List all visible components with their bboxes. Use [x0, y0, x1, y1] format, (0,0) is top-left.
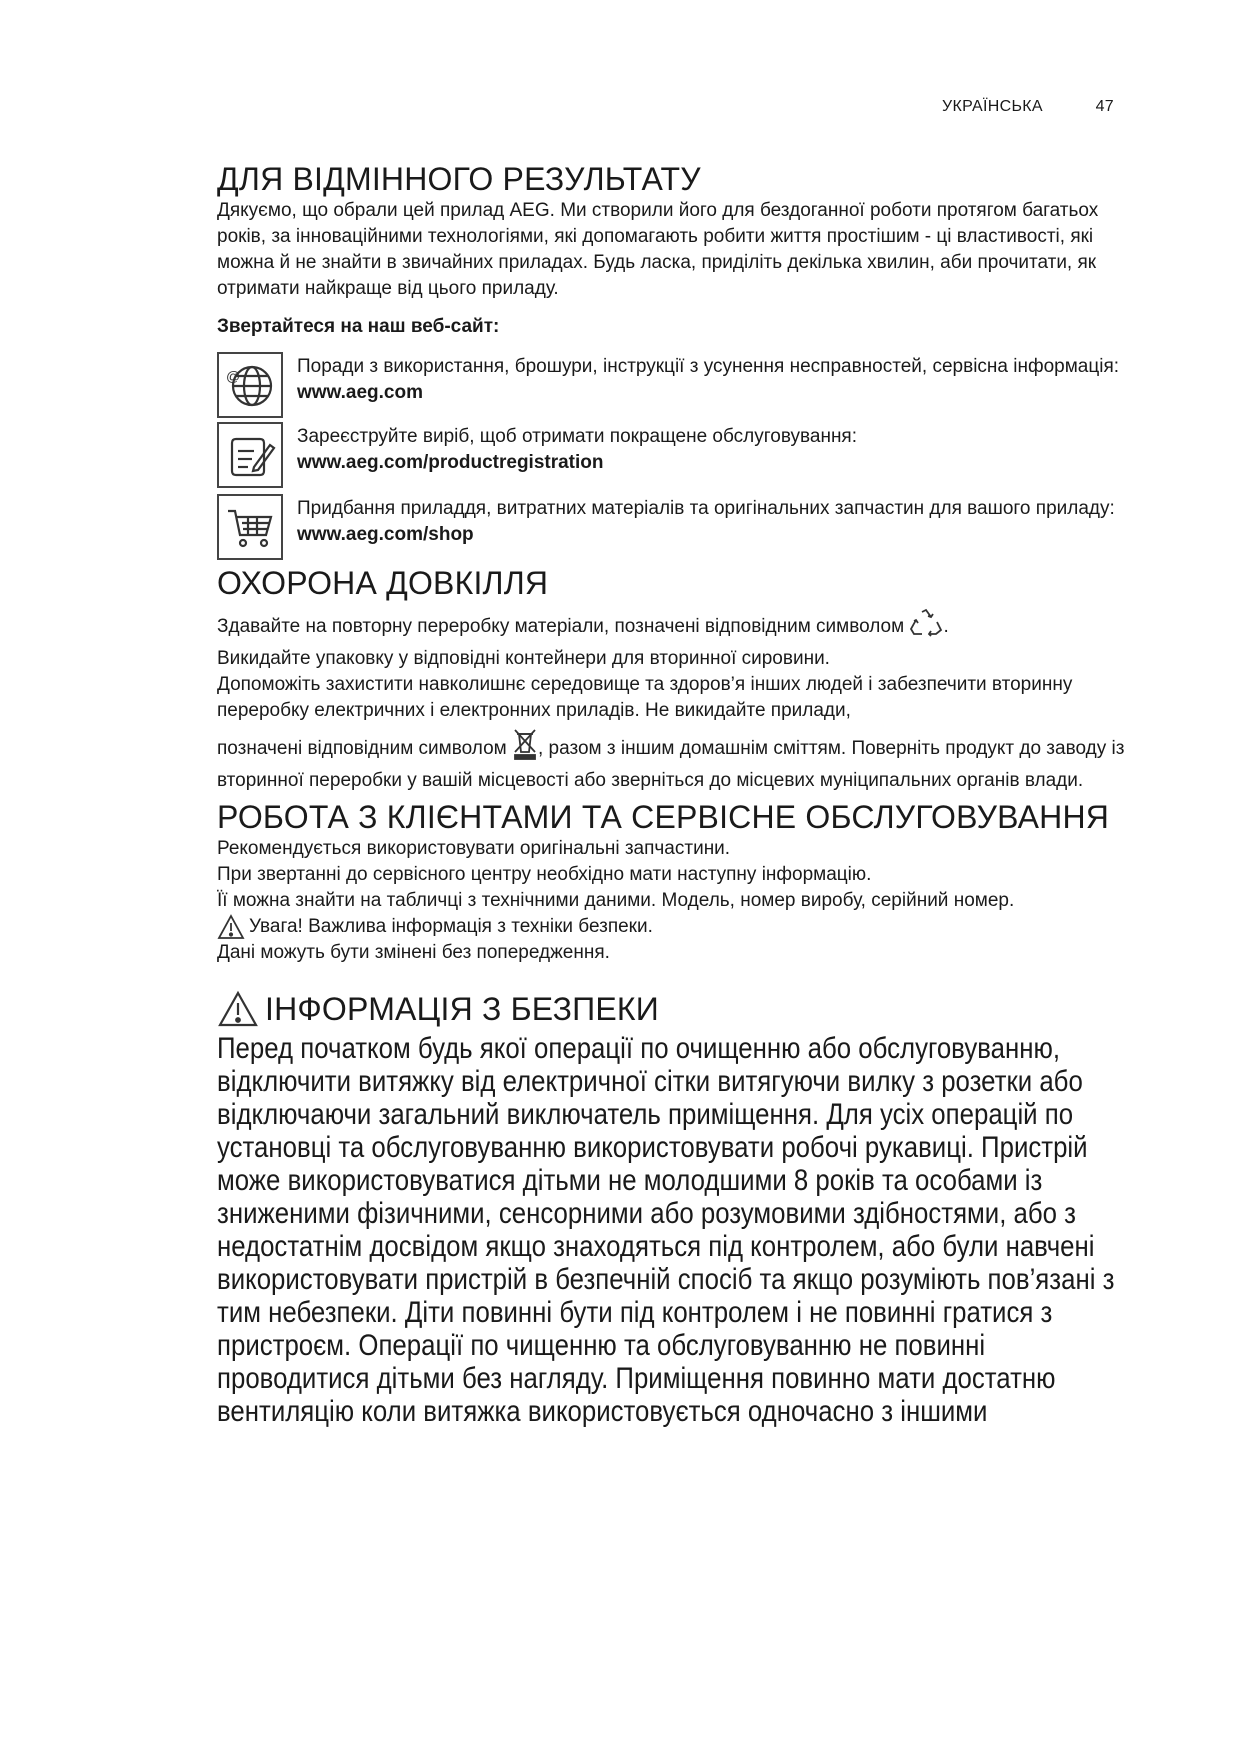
recycle-icon	[909, 608, 943, 646]
language-label: УКРАЇНСЬКА	[942, 98, 1043, 115]
page-header	[942, 98, 1114, 116]
environment-text-packaging: Викидайте упаковку у відповідні контейнери для вторинної сировини.	[217, 648, 830, 669]
service-text-changes: Дані можуть бути змінені без попередження.	[217, 942, 610, 963]
crossed-bin-icon	[512, 728, 538, 768]
website-link-shop[interactable]: www.aeg.com/shop	[297, 524, 474, 545]
website-item-text: Поради з використання, брошури, інструкції з усунення несправностей, сервісна інформація:	[297, 356, 1120, 377]
svg-text:@: @	[226, 368, 241, 384]
service-text-info: При звертанні до сервісного центру необхідно мати наступну інформацію.	[217, 864, 872, 885]
safety-body: Перед початком будь якої операції по очищенню або обслуговуванню, відключити витяжку від електричної сітки витягуючи вилку з розетки або відключаючи загальний виключатель приміщення. Для усіх операцій по установці та обслуговуванню використовувати робочі рукавиці. Пристрій може використовуватися дітьми не молодшими 8 років та особами із зниженими фізичними, сенсорними або розумовими здібностями, або з недостатнім досвідом якщо знаходяться під контролем, або були навчені використовувати пристрій в безпечній спосіб та якщо розуміють пов’язані з тим небезпеки. Діти повинні бути під контролем і не повинні гратися з пристроєм. Операції по чищенню та обслуговуванню не повинні проводитися дітьми без нагляду. Приміщення повинно мати достатню вентиляцію коли витяжка використовується одночасно з іншими	[217, 1032, 1115, 1428]
environment-text: Здавайте на повторну переробку матеріали, позначені відповідним символом .	[217, 608, 1137, 646]
website-item-text: Зареєструйте виріб, щоб отримати покращене обслуговування:	[297, 426, 857, 447]
website-link-aeg[interactable]: www.aeg.com	[297, 382, 423, 403]
service-text-plate: Її можна знайти на табличці з технічними даними. Модель, номер виробу, серійний номер.	[217, 890, 1015, 911]
section-title-best-results: ДЛЯ ВІДМІННОГО РЕЗУЛЬТАТУ	[217, 161, 701, 197]
service-text-parts: Рекомендується використовувати оригінальні запчастини.	[217, 838, 731, 859]
website-item-text: Придбання приладдя, витратних матеріалів та оригінальних запчастин для вашого приладу:	[297, 498, 1115, 519]
section-title-customer-service: РОБОТА З КЛІЄНТАМИ ТА СЕРВІСНЕ ОБСЛУГОВУВАННЯ	[217, 799, 1110, 835]
website-link-registration[interactable]: www.aeg.com/productregistration	[297, 452, 604, 473]
environment-text-disposal: позначені відповідним символом , разом з іншим домашнім сміттям. Поверніть продукт до заводу із вторинної переробки у вашій місцевості або зверніться до місцевих муніципальних органів влади.	[217, 728, 1137, 794]
section-title-safety: ІНФОРМАЦІЯ З БЕЗПЕКИ	[265, 991, 659, 1027]
page-number: 47	[1095, 98, 1114, 115]
safety-heading	[217, 990, 1137, 1028]
intro-paragraph: Дякуємо, що обрали цей прилад AEG. Ми створили його для бездоганної роботи протягом багатьох років, за інноваційними технологіями, які допомагають робити життя простішим - ці властивості, які можна й не знайти в звичайних приладах. Будь ласка, приділіть декілька хвилин, аби прочитати, як отримати найкраще від цього приладу.	[217, 200, 1099, 299]
website-item-shop	[217, 494, 1137, 560]
website-item-support	[217, 352, 1137, 418]
globe-icon	[217, 352, 283, 418]
visit-website-label: Звертайтеся на наш веб-сайт:	[217, 316, 500, 337]
warning-icon	[217, 914, 245, 940]
warning-icon	[217, 990, 259, 1028]
website-item-registration	[217, 422, 1137, 488]
warning-note: Увага! Важлива інформація з техніки безпеки.	[217, 914, 1137, 940]
page-content	[217, 160, 1137, 1428]
environment-text-protect: Допоможіть захистити навколишнє середовище та здоров’я інших людей і забезпечити вторинну переробку електричних і електронних приладів. Не викидайте прилади,	[217, 674, 1073, 721]
recycle-line: Здавайте на повторну переробку матеріали, позначені відповідним символом	[217, 616, 905, 637]
shopping-cart-icon	[217, 494, 283, 560]
registration-icon	[217, 422, 283, 488]
section-title-environment: ОХОРОНА ДОВКІЛЛЯ	[217, 565, 549, 601]
